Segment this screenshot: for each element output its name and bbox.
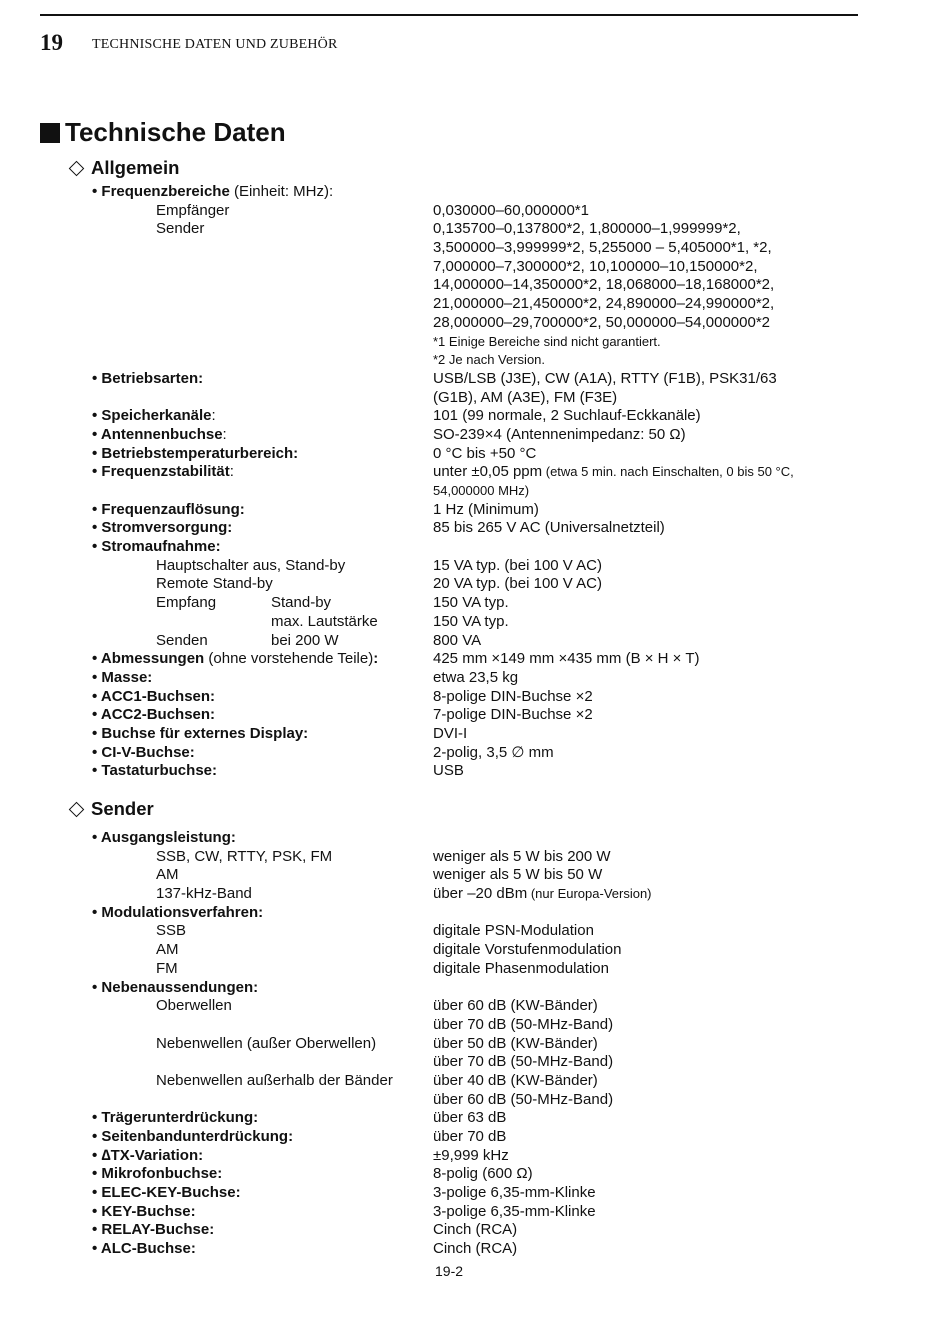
spec-row <box>0 885 950 904</box>
spec-value <box>433 1203 596 1222</box>
header-rule <box>40 14 858 16</box>
spec-value-text: 21,000000–21,450000*2, 24,890000–24,990000*2, <box>433 295 775 313</box>
spec-row <box>0 519 950 538</box>
spec-value-text: DVI-I <box>433 724 468 742</box>
spec-value-text: über 63 dB <box>433 1109 507 1127</box>
spec-label-text: • ELEC-KEY-Buchse: <box>92 1184 241 1202</box>
spec-label <box>156 997 232 1016</box>
spec-value-text: über 70 dB <box>433 1128 507 1145</box>
spec-row <box>0 744 950 763</box>
spec-value-text: über 60 dB (50-MHz-Band) <box>433 1090 614 1108</box>
spec-table-allgemein <box>0 183 950 781</box>
spec-row <box>0 1128 950 1147</box>
spec-label-text: FM <box>156 959 178 977</box>
spec-row <box>0 1109 950 1128</box>
spec-value-text: 0,030000–60,000000*1 <box>433 201 589 219</box>
spec-label-text: • Abmessungen <box>92 650 205 668</box>
spec-label-text: max. Lautstärke <box>271 612 378 630</box>
spec-value-text: über 70 dB (50-MHz-Band) <box>433 1015 614 1033</box>
spec-label <box>92 538 221 557</box>
spec-label-text: • Seitenbandunterdrückung: <box>92 1128 294 1145</box>
spec-label <box>156 885 252 904</box>
spec-label-text: • Frequenzauflösung: <box>92 500 245 518</box>
spec-row <box>0 632 950 651</box>
spec-row <box>0 1240 950 1259</box>
spec-value-text: etwa 23,5 kg <box>433 668 519 686</box>
spec-value-text: 85 bis 265 V AC (Universalnetzteil) <box>433 519 665 537</box>
spec-row <box>0 1072 950 1091</box>
spec-value-text: 800 VA <box>433 631 482 649</box>
spec-value <box>433 594 509 613</box>
page-number: 19-2 <box>435 1263 464 1279</box>
spec-value <box>433 762 464 781</box>
spec-label <box>92 1109 258 1128</box>
spec-value <box>433 482 529 501</box>
spec-value-text: 0,135700–0,137800*2, 1,800000–1,999999*2, <box>433 220 741 238</box>
spec-value-note: (etwa 5 min. nach Einschalten, 0 bis 50 °C, <box>542 464 794 480</box>
spec-label-text: • Buchse für externes Display: <box>92 724 309 742</box>
spec-value <box>433 407 701 426</box>
spec-value <box>433 688 593 707</box>
spec-label-text: • Frequenzstabilität <box>92 463 230 481</box>
spec-label-text: • Ausgangsleistung: <box>92 829 236 846</box>
spec-value <box>433 314 770 333</box>
spec-row <box>0 295 950 314</box>
spec-row <box>0 314 950 333</box>
spec-value-text: *1 Einige Bereiche sind nicht garantiert. <box>433 333 661 349</box>
spec-label-text: • KEY-Buchse: <box>92 1202 196 1220</box>
spec-label-text: • ∆TX-Variation: <box>92 1146 204 1164</box>
spec-value <box>433 866 602 885</box>
spec-value-text: über –20 dBm <box>433 885 528 903</box>
spec-label-suffix: : <box>222 425 227 443</box>
spec-label <box>92 426 227 445</box>
spec-value-text: 0 °C bis +50 °C <box>433 444 537 462</box>
spec-value <box>433 389 617 408</box>
spec-label <box>271 613 378 632</box>
spec-value <box>433 445 536 464</box>
spec-row <box>0 501 950 520</box>
spec-value <box>433 1147 509 1166</box>
spec-row <box>0 762 950 781</box>
spec-label-text: • Nebenaussendungen: <box>92 978 259 996</box>
spec-label-text: Remote Stand-by <box>156 575 273 593</box>
spec-label <box>92 650 378 669</box>
spec-value <box>433 463 794 482</box>
spec-row <box>0 220 950 239</box>
spec-value-text: 425 mm ×149 mm ×435 mm (B × H × T) <box>433 650 700 668</box>
spec-label-text: • Stromversorgung: <box>92 519 233 537</box>
spec-row <box>0 848 950 867</box>
spec-value <box>433 1035 598 1054</box>
spec-label-text: AM <box>156 941 179 959</box>
spec-label <box>92 407 216 426</box>
spec-row <box>0 979 950 998</box>
spec-label-suffix: (Einheit: MHz): <box>229 183 334 200</box>
spec-label <box>92 1240 196 1259</box>
spec-label <box>92 463 234 482</box>
subsection-heading-allgemein <box>68 157 179 179</box>
spec-label-suffix: : <box>229 463 234 481</box>
spec-value <box>433 725 467 744</box>
spec-label-text: Hauptschalter aus, Stand-by <box>156 556 346 574</box>
spec-value-text: Cinch (RCA) <box>433 1221 518 1239</box>
spec-label <box>156 848 332 867</box>
spec-label <box>156 1072 393 1091</box>
spec-value-text: unter ±0,05 ppm <box>433 463 543 481</box>
spec-row <box>0 688 950 707</box>
spec-label-text: SSB <box>156 922 187 940</box>
spec-value <box>433 1109 506 1128</box>
spec-label <box>92 1203 196 1222</box>
spec-value <box>433 575 602 594</box>
spec-label-text: Nebenwellen (außer Oberwellen) <box>156 1034 377 1052</box>
spec-value-text: 3-polige 6,35-mm-Klinke <box>433 1202 596 1220</box>
spec-label <box>92 519 232 538</box>
spec-row <box>0 613 950 632</box>
spec-label-text: • ALC-Buchse: <box>92 1240 196 1258</box>
spec-label <box>92 669 152 688</box>
spec-sublabel: Stand-by <box>271 594 332 612</box>
spec-value-text: 1 Hz (Minimum) <box>433 500 539 518</box>
spec-label <box>156 220 204 239</box>
spec-value-text: 15 VA typ. (bei 100 V AC) <box>433 556 602 574</box>
spec-label <box>92 1147 203 1166</box>
spec-value <box>433 650 699 669</box>
spec-value-text: 3,500000–3,999999*2, 5,255000 – 5,405000*1, *2, <box>433 239 772 257</box>
spec-value <box>433 1221 517 1240</box>
spec-value-text: 14,000000–14,350000*2, 18,068000–18,168000*2, <box>433 276 775 294</box>
spec-value-text: SO-239×4 (Antennenimpedanz: 50 Ω) <box>433 425 686 443</box>
spec-label <box>92 1184 241 1203</box>
spec-row <box>0 1147 950 1166</box>
spec-row <box>0 557 950 576</box>
spec-row <box>0 1203 950 1222</box>
spec-label-text: Oberwellen <box>156 997 232 1015</box>
spec-row <box>0 351 950 370</box>
spec-label <box>156 960 178 979</box>
spec-row <box>0 239 950 258</box>
spec-value-text: USB <box>433 762 464 780</box>
spec-label-text: Senden <box>156 631 208 649</box>
spec-row <box>0 258 950 277</box>
diamond-bullet-icon <box>69 801 85 817</box>
chapter-title: TECHNISCHE DATEN UND ZUBEHÖR <box>92 37 338 52</box>
spec-label-text: • Antennenbuchse <box>92 425 223 443</box>
spec-label-text: • Betriebstemperaturbereich: <box>92 444 299 462</box>
spec-row <box>0 1184 950 1203</box>
spec-row <box>0 445 950 464</box>
spec-value-text: weniger als 5 W bis 200 W <box>433 847 611 865</box>
spec-label <box>156 866 179 885</box>
spec-row <box>0 407 950 426</box>
spec-label-text: • Modulationsverfahren: <box>92 903 264 921</box>
spec-value-text: digitale Vorstufenmodulation <box>433 941 622 959</box>
spec-label <box>92 725 308 744</box>
spec-table-sender <box>0 829 950 1259</box>
spec-label <box>92 1221 214 1240</box>
spec-label <box>156 941 179 960</box>
spec-value <box>433 848 611 867</box>
spec-sublabel: bei 200 W <box>271 631 339 649</box>
spec-value-text: digitale Phasenmodulation <box>433 959 609 977</box>
spec-row <box>0 594 950 613</box>
spec-label <box>156 632 208 651</box>
spec-value-text: Cinch (RCA) <box>433 1240 518 1258</box>
spec-label-text: • Frequenzbereiche <box>92 183 230 200</box>
spec-value <box>433 557 602 576</box>
spec-value <box>433 613 509 632</box>
spec-row <box>0 463 950 482</box>
spec-row <box>0 1016 950 1035</box>
spec-label <box>156 575 273 594</box>
spec-value-text: 2-polig, 3,5 ∅ mm <box>433 743 554 761</box>
spec-value <box>433 1091 613 1110</box>
spec-value-text: 8-polige DIN-Buchse ×2 <box>433 687 593 705</box>
spec-label-text: • ACC2-Buchsen: <box>92 706 216 724</box>
spec-value-text: USB/LSB (J3E), CW (A1A), RTTY (F1B), PSK31/63 <box>433 369 777 387</box>
spec-label-text: • Masse: <box>92 668 153 686</box>
spec-row <box>0 1091 950 1110</box>
subsection-title: Sender <box>91 798 154 819</box>
spec-label <box>92 445 298 464</box>
spec-value <box>433 1016 613 1035</box>
spec-value <box>433 941 621 960</box>
spec-value-text: 7,000000–7,300000*2, 10,100000–10,150000*2, <box>433 257 758 275</box>
spec-row <box>0 829 950 848</box>
spec-value <box>433 370 777 389</box>
spec-row <box>0 922 950 941</box>
spec-value <box>433 922 594 941</box>
spec-row <box>0 941 950 960</box>
spec-label-text: • Speicherkanäle <box>92 407 212 425</box>
spec-label <box>92 1165 222 1184</box>
spec-label <box>92 979 258 998</box>
spec-row <box>0 706 950 725</box>
diamond-bullet-icon <box>69 160 85 176</box>
spec-value-text: digitale PSN-Modulation <box>433 922 594 940</box>
spec-label <box>92 904 263 923</box>
spec-label <box>92 688 215 707</box>
spec-value <box>433 258 758 277</box>
spec-value-text: 101 (99 normale, 2 Suchlauf-Eckkanäle) <box>433 407 701 425</box>
spec-value <box>433 1184 596 1203</box>
spec-value <box>433 501 539 520</box>
spec-value-text: 28,000000–29,700000*2, 50,000000–54,000000*2 <box>433 313 771 331</box>
spec-row <box>0 1221 950 1240</box>
spec-row <box>0 997 950 1016</box>
subsection-heading-sender <box>68 798 154 820</box>
spec-label <box>92 762 217 781</box>
spec-row <box>0 183 950 202</box>
spec-label-suffix: (ohne vorstehende Teile) <box>204 650 374 668</box>
spec-value-text: über 50 dB (KW-Bänder) <box>433 1034 598 1052</box>
spec-value <box>433 744 554 763</box>
chapter-number: 19 <box>40 30 63 55</box>
spec-row <box>0 1053 950 1072</box>
spec-label-text: • Betriebsarten: <box>92 369 204 387</box>
spec-row <box>0 904 950 923</box>
spec-row <box>0 1035 950 1054</box>
spec-value-text: (G1B), AM (A3E), FM (F3E) <box>433 388 618 406</box>
spec-value <box>433 351 545 370</box>
spec-row <box>0 202 950 221</box>
spec-value <box>433 202 589 221</box>
spec-row <box>0 725 950 744</box>
square-bullet-icon <box>40 123 60 143</box>
spec-value <box>433 997 598 1016</box>
spec-value-text: über 70 dB (50-MHz-Band) <box>433 1053 614 1071</box>
spec-value <box>433 276 774 295</box>
spec-value <box>433 885 652 904</box>
spec-label <box>92 501 245 520</box>
spec-value-text: 7-polige DIN-Buchse ×2 <box>433 706 593 724</box>
spec-value <box>433 239 772 258</box>
spec-label-text: • Mikrofonbuchse: <box>92 1165 223 1183</box>
spec-label <box>92 1128 293 1147</box>
spec-value-text: 8-polig (600 Ω) <box>433 1165 533 1183</box>
spec-value <box>433 295 774 314</box>
spec-value <box>433 1053 613 1072</box>
spec-label <box>156 594 216 613</box>
spec-value <box>433 426 686 445</box>
spec-value <box>433 632 481 651</box>
spec-label-text: • CI-V-Buchse: <box>92 743 195 761</box>
spec-value <box>433 1240 517 1259</box>
spec-label-text: 137-kHz-Band <box>156 885 252 903</box>
spec-row <box>0 575 950 594</box>
section-heading <box>40 117 286 148</box>
spec-label-suffix: : <box>211 407 216 425</box>
spec-row <box>0 370 950 389</box>
subsection-title: Allgemein <box>91 157 180 178</box>
spec-label <box>92 829 236 848</box>
spec-label-text: SSB, CW, RTTY, PSK, FM <box>156 847 333 865</box>
spec-label-text: • ACC1-Buchsen: <box>92 687 216 705</box>
spec-label <box>156 557 345 576</box>
spec-label <box>156 202 229 221</box>
spec-row <box>0 960 950 979</box>
spec-row <box>0 426 950 445</box>
spec-value-text: *2 Je nach Version. <box>433 352 546 368</box>
spec-value <box>433 519 665 538</box>
spec-label-text: • Stromaufnahme: <box>92 538 221 556</box>
spec-row <box>0 276 950 295</box>
spec-label-text: AM <box>156 866 179 884</box>
spec-value-text: ±9,999 kHz <box>433 1146 509 1164</box>
spec-label-text: • Trägerunterdrückung: <box>92 1109 259 1127</box>
spec-value-note: (nur Europa-Version) <box>527 886 652 902</box>
spec-value-text: über 60 dB (KW-Bänder) <box>433 997 598 1015</box>
spec-row <box>0 538 950 557</box>
spec-value-text: über 40 dB (KW-Bänder) <box>433 1071 598 1089</box>
spec-label <box>156 922 186 941</box>
spec-label-text: Empfang <box>156 594 217 612</box>
spec-value-text: 150 VA typ. <box>433 612 509 630</box>
spec-value <box>433 960 609 979</box>
spec-value-text: weniger als 5 W bis 50 W <box>433 866 603 884</box>
spec-value <box>433 1165 533 1184</box>
spec-label <box>92 183 333 202</box>
spec-row <box>0 333 950 352</box>
spec-label <box>92 706 215 725</box>
spec-value <box>433 220 741 239</box>
spec-value-text: 20 VA typ. (bei 100 V AC) <box>433 575 602 593</box>
spec-label-text: • Tastaturbuchse: <box>92 762 217 780</box>
spec-value-text: 54,000000 MHz) <box>433 483 530 498</box>
spec-value-text: 3-polige 6,35-mm-Klinke <box>433 1184 596 1202</box>
spec-value <box>433 706 593 725</box>
spec-label-text: Sender <box>156 220 205 238</box>
spec-label <box>92 370 203 389</box>
spec-value <box>433 1072 598 1091</box>
spec-value <box>433 333 661 352</box>
spec-row <box>0 482 950 501</box>
spec-row <box>0 650 950 669</box>
spec-row <box>0 1165 950 1184</box>
spec-value <box>433 669 518 688</box>
spec-value <box>433 1128 506 1147</box>
spec-label <box>156 1035 376 1054</box>
spec-label-text: • RELAY-Buchse: <box>92 1221 215 1239</box>
spec-value-text: 150 VA typ. <box>433 594 509 612</box>
section-title: Technische Daten <box>65 117 286 147</box>
spec-label-text: Nebenwellen außerhalb der Bänder <box>156 1071 393 1089</box>
spec-label-end: : <box>373 650 379 668</box>
spec-row <box>0 389 950 408</box>
spec-label <box>92 744 195 763</box>
spec-label-text: Empfänger <box>156 201 230 219</box>
spec-row <box>0 669 950 688</box>
spec-row <box>0 866 950 885</box>
